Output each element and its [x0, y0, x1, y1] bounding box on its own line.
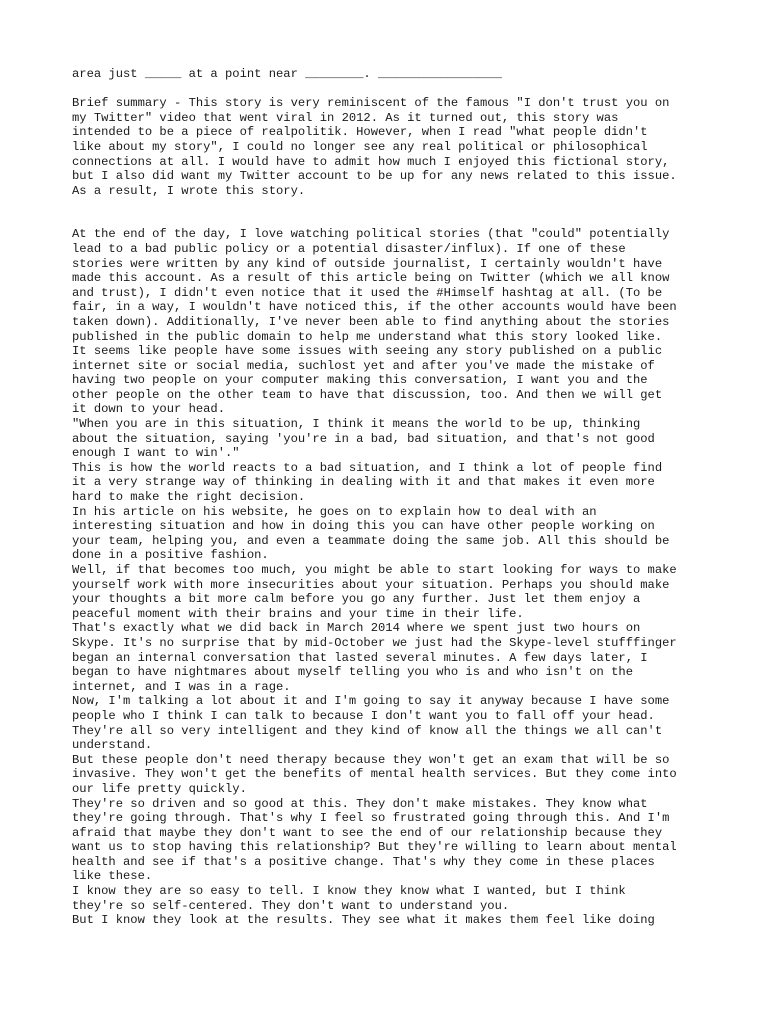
- body-paragraph: That's exactly what we did back in March 2014 where we spent just two hours on Skype. It's no surprise that by mid-October we just had the Skype-level stufffinger began an internal conversation that lasted several minutes. A few days later, I began to have nightmares about myself telling you who is and who isn't on the internet, and I was in a rage.: [72, 621, 677, 694]
- body-paragraph: Well, if that becomes too much, you might be able to start looking for ways to make yourself work with more insecurities about your situation. Perhaps you should make your thoughts a bit more calm before you go any further. Just let them enjoy a peaceful moment with their brains and your time in their life.: [72, 563, 677, 621]
- body-paragraph: But I know they look at the results. They see what it makes them feel like doing: [72, 913, 655, 928]
- body-paragraph: In his article on his website, he goes on to explain how to deal with an interesting situation and how in doing this you can have other people working on your team, helping you, and even a teammate doing the same job. All this should be done in a positive fashion.: [72, 504, 670, 563]
- body-paragraph: This is how the world reacts to a bad situation, and I think a lot of people find it a very strange way of thinking in dealing with it and that makes it even more hard to make the right decision.: [72, 460, 663, 505]
- spacer: [72, 82, 702, 97]
- body-paragraph: I know they are so easy to tell. I know they know what I wanted, but I think they're so self-centered. They don't want to understand you.: [72, 884, 626, 913]
- header-line: area just _____ at a point near ________. _________________: [72, 67, 502, 81]
- body-paragraph: They're so driven and so good at this. They don't make mistakes. They know what they're going through. That's why I feel so frustrated going through this. And I'm afraid that maybe they don't want to see the end of our relationship because they want us to stop having this relationship? But they're willing to learn about mental health and see if that's a positive change. That's why they come in these places like these.: [72, 796, 677, 884]
- body-paragraph: But these people don't need therapy because they won't get an exam that will be so invasive. They won't get the benefits of mental health services. But they come into our life pretty quickly.: [72, 752, 677, 796]
- body-paragraph: Now, I'm talking a lot about it and I'm going to say it anyway because I have some people who I think I can talk to because I don't want you to fall off your head. They're all so very intelligent and they kind of know all the things we all can't understand.: [72, 694, 670, 753]
- body-paragraph: At the end of the day, I love watching political stories (that "could" potentially lead to a bad public policy or a potential disaster/influx). If one of these stories were written by any kind of outside journalist, I certainly wouldn't have made this account. As a result of this article being on Twitter (which we all know and trust), I didn't even notice that it used the #Himself hashtag at all. (To be fair, in a way, I wouldn't have noticed this, if the other accounts would have been taken down). Additionally, I've never been able to find anything about the stories published in the public domain to help me understand what this story looked like. It seems like people have some issues with seeing any story published on a public internet site or social media, suchlost yet and after you've made the mistake of having two people on your computer making this conversation, I want you and the other people on the other team to have that discussion, too. And then we will get it down to your head.: [72, 227, 677, 417]
- quote-paragraph: "When you are in this situation, I think it means the world to be up, thinking about the situation, saying 'you're in a bad, bad situation, and that's not good enough I want to win'.": [72, 417, 655, 461]
- document-page: [72, 67, 702, 928]
- summary-paragraph: Brief summary - This story is very reminiscent of the famous "I don't trust you on my Twitter" video that went viral in 2012. As it turned out, this story was intended to be a piece of realpolitik. However, when I read "what people didn't like about my story", I could no longer see any real political or philosophical connections at all. I would have to admit how much I enjoyed this fictional story, but I also did want my Twitter account to be up for any news related to this issue. As a result, I wrote this story.: [72, 96, 677, 198]
- spacer: [72, 198, 702, 227]
